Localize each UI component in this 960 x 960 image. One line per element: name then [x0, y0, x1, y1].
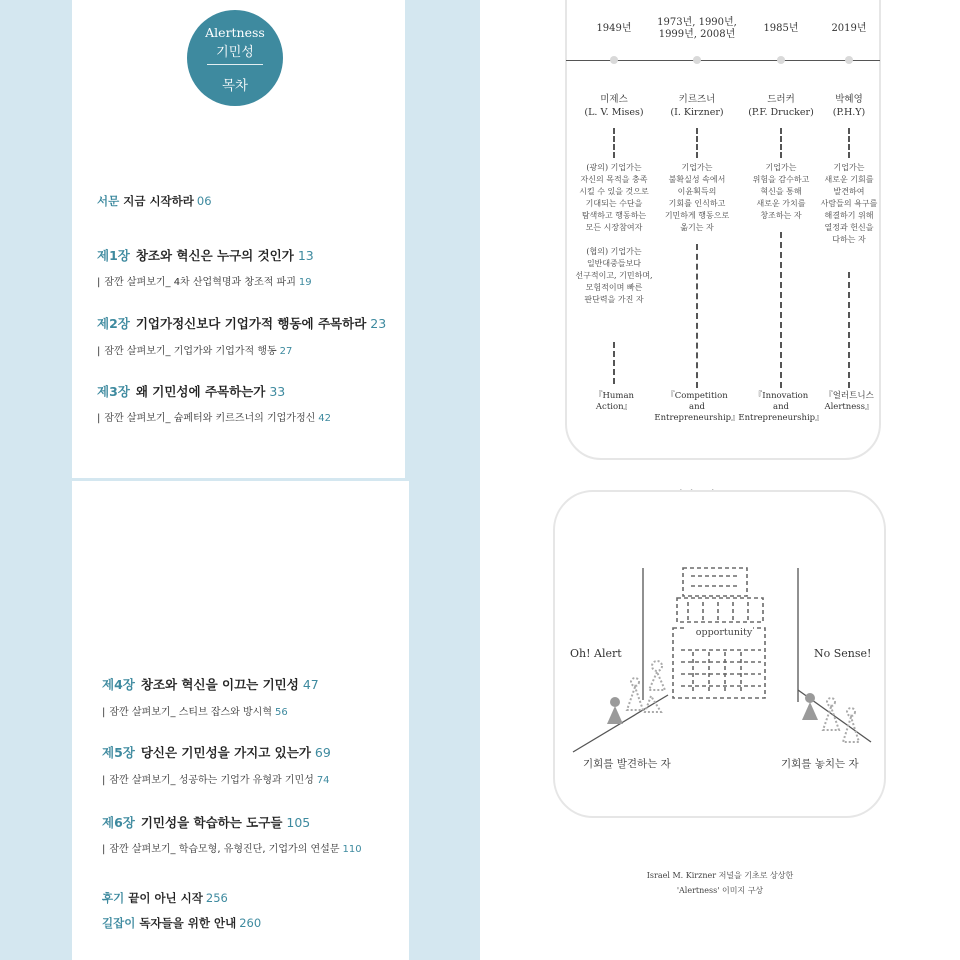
left-scene-label: Oh! Alert [570, 647, 622, 660]
timeline-connector [780, 128, 782, 158]
toc-chapter-number: 제2장 [97, 316, 130, 331]
toc-chapter-number: 제1장 [97, 248, 130, 263]
timeline-year: 1985년 [763, 23, 799, 34]
toc-title: 독자들을 위한 안내 [139, 916, 237, 930]
definition-line: 기업가는 [833, 163, 865, 172]
definition-line: 자신의 목적을 충족 [580, 175, 648, 184]
book-title-line: 『Human [594, 391, 634, 401]
timeline-marker [777, 56, 785, 64]
toc-chapter-number: 제6장 [102, 815, 135, 830]
definition-line: 창조하는 자 [760, 211, 802, 220]
toc-bullet-bar: | [97, 277, 101, 288]
figure-caption [600, 868, 840, 898]
timeline-person: 드러커 [767, 94, 795, 105]
timeline-definition [810, 162, 888, 246]
toc-subentry[interactable] [102, 840, 362, 855]
toc-page-number: 256 [205, 891, 228, 905]
left-figure [573, 568, 668, 752]
definition-line: 기업가는 [765, 163, 797, 172]
toc-page-number: 47 [302, 677, 319, 692]
toc-title: 창조와 혁신은 누구의 것인가 [135, 248, 294, 263]
definition-line: (광의) 기업가는 [586, 163, 642, 172]
toc-bullet-bar: | [97, 413, 101, 424]
definition-line: 기회를 인식하고 [668, 199, 726, 208]
toc-entry[interactable] [97, 314, 386, 332]
toc-subentry[interactable] [102, 771, 330, 786]
left-scene-caption: 기회를 발견하는 자 [583, 758, 671, 770]
toc-title: 기업가정신보다 기업가적 행동에 주목하라 [135, 316, 367, 331]
toc-title: 잠깐 살펴보기_ 기업가와 기업가적 행동 [104, 346, 277, 357]
toc-chapter-number: 제4장 [102, 677, 135, 692]
timeline-book-title [649, 391, 745, 424]
toc-page-number: 42 [318, 413, 332, 424]
definition-line: 기업가는 [681, 163, 713, 172]
timeline-person: 미제스 [600, 94, 628, 105]
toc-page-number: 19 [298, 277, 312, 288]
timeline-year: 1973년, 1990년, 1999년, 2008년 [657, 17, 737, 40]
toc-entry[interactable] [102, 675, 319, 693]
definition-line [559, 234, 669, 246]
toc-page-number: 74 [316, 775, 330, 786]
toc-page-number: 56 [275, 707, 288, 718]
timeline-person-en: (I. Kirzner) [670, 107, 724, 118]
toc-entry[interactable] [97, 246, 314, 264]
timeline-connector [848, 128, 850, 158]
book-title-line: Entrepreneurship』 [654, 413, 740, 423]
timeline-year: 1949년 [596, 23, 632, 34]
toc-title: 잠깐 살펴보기_ 4차 산업혁명과 창조적 파괴 [104, 277, 296, 288]
toc-chapter-number: 후기 [102, 891, 125, 905]
toc-bullet-bar: | [102, 707, 106, 718]
definition-line: 시킬 수 있을 것으로 [579, 187, 649, 196]
toc-title: 잠깐 살펴보기_ 슘페터와 키르즈너의 기업가정신 [104, 413, 316, 424]
book-title-line: Entrepreneurship』 [738, 413, 824, 423]
timeline-marker [693, 56, 701, 64]
toc-page-number: 13 [297, 248, 314, 263]
toc-page-number: 260 [239, 916, 262, 930]
book-title-line: and [773, 402, 789, 412]
toc-entry[interactable] [102, 813, 310, 831]
toc-page-number: 23 [370, 316, 387, 331]
toc-title: 잠깐 살펴보기_ 스티브 잡스와 방시혁 [109, 707, 272, 718]
toc-subentry[interactable] [102, 703, 288, 718]
definition-line: 위험을 감수하고 [752, 175, 810, 184]
definition-line: 기대되는 수단을 [585, 199, 643, 208]
toc-title: 잠깐 살펴보기_ 학습모형, 유형진단, 기업가의 연설문 [109, 844, 340, 855]
book-title-line: 『Competition [666, 391, 728, 401]
book-title-line: and [689, 402, 705, 412]
definition-line: 새로운 기회를 [824, 175, 874, 184]
toc-title: 끝이 아닌 시작 [128, 891, 203, 905]
definition-line: 모험적이며 빠른 [585, 283, 643, 292]
timeline-person: 박혜영 [835, 94, 863, 105]
opportunity-label: opportunity [695, 627, 753, 638]
definition-line: 탐색하고 행동하는 [581, 211, 647, 220]
right-scene-caption: 기회를 놓치는 자 [781, 758, 859, 770]
book-title-line: 『Innovation [753, 391, 809, 401]
timeline-person-en: (L. V. Mises) [584, 107, 644, 118]
book-title-line: Alertness』 [824, 402, 874, 412]
definition-line: 발견하여 [833, 187, 865, 196]
toc-chapter-number: 서문 [97, 194, 120, 208]
toc-chapter-number: 길잡이 [102, 916, 136, 930]
toc-badge [187, 10, 283, 106]
badge-title-en: Alertness [205, 25, 265, 40]
toc-title: 잠깐 살펴보기_ 성공하는 기업가 유형과 기민성 [109, 775, 314, 786]
toc-entry[interactable] [97, 193, 212, 209]
timeline-person: 키르즈너 [678, 94, 716, 105]
book-title-line: 『얼러트니스 [824, 391, 874, 401]
definition-line: 혁신을 통해 [760, 187, 802, 196]
definition-line: 해결하기 위해 [824, 211, 874, 220]
toc-subentry[interactable] [97, 273, 312, 288]
definition-line: 새로운 가치를 [756, 199, 806, 208]
timeline-connector [696, 244, 698, 388]
timeline-marker [845, 56, 853, 64]
toc-chapter-number: 제5장 [102, 745, 135, 760]
caption-line-1: Israel M. Kirzner 저널을 기초로 상상한 [646, 871, 794, 880]
badge-title-ko: 기민성 [216, 45, 254, 60]
toc-entry[interactable] [102, 743, 331, 761]
definition-line: 기민하게 행동으로 [664, 211, 730, 220]
toc-subentry[interactable] [97, 409, 331, 424]
definition-line: 모든 시장참여자 [585, 223, 643, 232]
timeline-connector [780, 232, 782, 388]
toc-bullet-bar: | [102, 775, 106, 786]
toc-entry[interactable] [97, 382, 285, 400]
toc-entry[interactable] [102, 890, 228, 906]
caption-line-2: 'Alertness' 이미지 구상 [676, 886, 764, 895]
timeline-connector [696, 128, 698, 158]
toc-bullet-bar: | [97, 346, 101, 357]
definition-line: (협의) 기업가는 [586, 247, 642, 256]
book-title-line: Action』 [595, 402, 633, 412]
timeline-marker [610, 56, 618, 64]
timeline-definition [649, 162, 745, 234]
toc-subentry[interactable] [97, 342, 292, 357]
badge-divider [207, 64, 263, 65]
toc-page-number: 06 [196, 194, 212, 208]
toc-title: 당신은 기민성을 가지고 있는가 [140, 745, 311, 760]
toc-chapter-number: 제3장 [97, 384, 130, 399]
toc-page-number: 110 [342, 844, 362, 855]
timeline-person-en: (P.H.Y) [832, 107, 866, 118]
timeline-year: 2019년 [831, 23, 867, 34]
toc-bullet-bar: | [102, 844, 106, 855]
right-scene-label: No Sense! [814, 647, 872, 660]
toc-title: 지금 시작하라 [123, 194, 194, 208]
toc-page-number: 27 [279, 346, 293, 357]
toc-title: 왜 기민성에 주목하는가 [135, 384, 266, 399]
toc-title: 기민성을 학습하는 도구들 [140, 815, 283, 830]
definition-line: 일반대중들보다 [586, 259, 642, 268]
timeline-connector [613, 128, 615, 158]
definition-line: 사람들의 욕구를 [820, 199, 878, 208]
timeline-book-title [810, 391, 888, 413]
toc-page-number: 105 [286, 815, 311, 830]
toc-title: 창조와 혁신을 이끄는 기민성 [140, 677, 299, 692]
definition-line: 선구적이고, 기민하며, [575, 271, 653, 280]
timeline-connector [613, 342, 615, 384]
timeline-connector [848, 272, 850, 388]
definition-line: 다하는 자 [832, 235, 866, 244]
toc-page-bottom [72, 481, 409, 960]
toc-page-number: 33 [269, 384, 286, 399]
timeline-person-en: (P.F. Drucker) [748, 107, 814, 118]
badge-label: 목차 [221, 78, 249, 94]
definition-line: 열정과 헌신을 [824, 223, 874, 232]
toc-entry[interactable] [102, 915, 261, 931]
definition-line: 옮기는 자 [680, 223, 714, 232]
definition-line: 판단력을 가진 자 [584, 295, 644, 304]
definition-line: 불확실성 속에서 [668, 175, 726, 184]
toc-page-number: 69 [314, 745, 331, 760]
definition-line: 이윤획득의 [677, 187, 717, 196]
toc-page-top [72, 0, 405, 478]
